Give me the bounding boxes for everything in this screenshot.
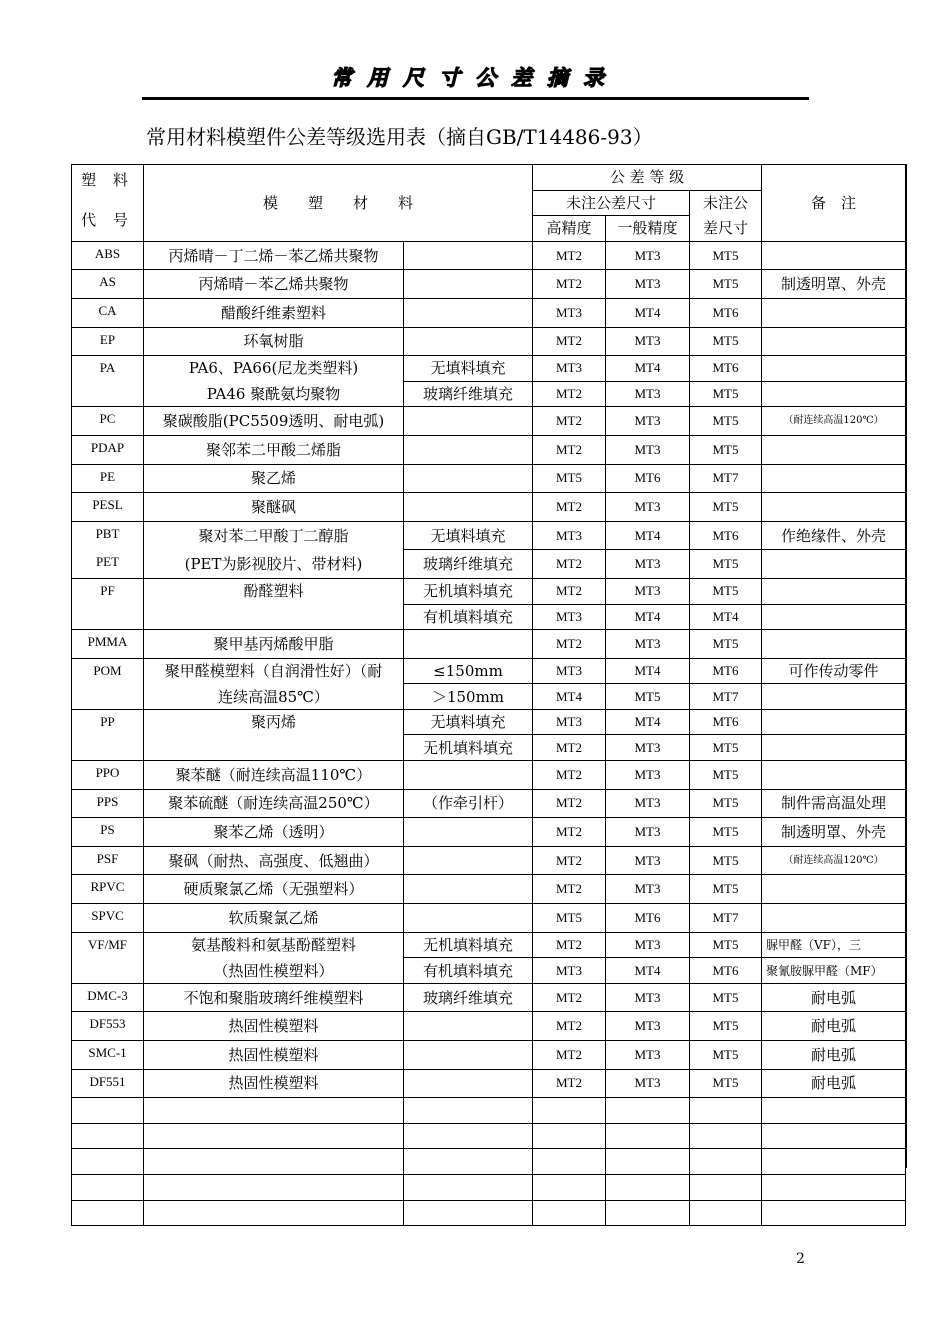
remark — [762, 327, 906, 356]
grade-free: MT5 — [690, 327, 762, 356]
grade-free: MT5 — [690, 818, 762, 847]
remark: 作绝缘件、外壳 — [762, 521, 906, 550]
grade-free: MT7 — [690, 904, 762, 933]
table-row — [72, 464, 906, 493]
table-row — [72, 958, 906, 984]
grade-normal: MT3 — [606, 789, 690, 818]
table-row — [72, 298, 906, 327]
header-tol-group: 未注公差尺寸 — [533, 190, 690, 216]
grade-free: MT5 — [690, 846, 762, 875]
remark: 耐电弧 — [762, 1012, 906, 1041]
filler-type — [404, 846, 533, 875]
filler-type: 有机填料填充 — [404, 958, 533, 984]
table-body — [72, 165, 906, 1226]
grade-high: MT2 — [533, 846, 606, 875]
table-row — [72, 983, 906, 1012]
material-code: ABS — [72, 241, 144, 270]
material-code: PPO — [72, 761, 144, 790]
empty-cell — [762, 1200, 906, 1226]
empty-row — [72, 1200, 906, 1226]
grade-normal: MT6 — [606, 904, 690, 933]
empty-cell — [606, 1098, 690, 1124]
remark — [762, 684, 906, 710]
grade-normal: MT5 — [606, 684, 690, 710]
material-name: 聚苯硫醚（耐连续高温250℃） — [144, 789, 404, 818]
grade-free: MT5 — [690, 789, 762, 818]
grade-free: MT5 — [690, 407, 762, 436]
grade-free: MT7 — [690, 464, 762, 493]
grade-normal: MT4 — [606, 709, 690, 735]
grade-free: MT6 — [690, 298, 762, 327]
grade-normal: MT4 — [606, 604, 690, 630]
empty-cell — [72, 1149, 144, 1175]
grade-free: MT5 — [690, 630, 762, 659]
material-code: SMC-1 — [72, 1041, 144, 1070]
header-high: 高精度 — [533, 216, 606, 242]
grade-high: MT2 — [533, 1069, 606, 1098]
empty-cell — [533, 1200, 606, 1226]
material-name: 热固性模塑料 — [144, 1069, 404, 1098]
grade-normal: MT4 — [606, 298, 690, 327]
material-name: 聚苯醚（耐连续高温110℃） — [144, 761, 404, 790]
grade-normal: MT3 — [606, 1041, 690, 1070]
filler-type — [404, 435, 533, 464]
material-code: AS — [72, 270, 144, 299]
empty-row — [72, 1174, 906, 1200]
grade-free: MT5 — [690, 735, 762, 761]
material-name: 聚乙烯 — [144, 464, 404, 493]
grade-high: MT2 — [533, 761, 606, 790]
grade-high: MT2 — [533, 789, 606, 818]
grade-normal: MT4 — [606, 521, 690, 550]
filler-type: 无机填料填充 — [404, 578, 533, 604]
filler-type — [404, 464, 533, 493]
remark: 耐电弧 — [762, 983, 906, 1012]
grade-normal: MT3 — [606, 932, 690, 958]
grade-high: MT3 — [533, 521, 606, 550]
grade-normal: MT3 — [606, 818, 690, 847]
grade-free: MT5 — [690, 1012, 762, 1041]
grade-normal: MT3 — [606, 270, 690, 299]
material-code: POM — [72, 658, 144, 709]
grade-normal: MT3 — [606, 578, 690, 604]
empty-cell — [690, 1149, 762, 1175]
grade-free: MT6 — [690, 521, 762, 550]
remark: 制件需高温处理 — [762, 789, 906, 818]
empty-cell — [144, 1174, 404, 1200]
remark — [762, 464, 906, 493]
filler-type — [404, 327, 533, 356]
grade-high: MT2 — [533, 550, 606, 579]
table-row — [72, 407, 906, 436]
material-code: DF553 — [72, 1012, 144, 1041]
grade-free: MT5 — [690, 578, 762, 604]
remark — [762, 735, 906, 761]
header-grade-group: 公 差 等 级 — [533, 165, 762, 191]
grade-high: MT3 — [533, 604, 606, 630]
grade-high: MT2 — [533, 241, 606, 270]
remark — [762, 435, 906, 464]
filler-type: 无填料填充 — [404, 521, 533, 550]
remark: （耐连续高温120℃） — [762, 846, 906, 875]
material-name: 聚甲基丙烯酸甲脂 — [144, 630, 404, 659]
material-name: 热固性模塑料 — [144, 1041, 404, 1070]
material-code: PPS — [72, 789, 144, 818]
table-row — [72, 932, 906, 958]
page-number: 2 — [796, 1251, 805, 1267]
material-code: EP — [72, 327, 144, 356]
table-row — [72, 435, 906, 464]
empty-cell — [144, 1200, 404, 1226]
filler-type — [404, 241, 533, 270]
material-name: 聚邻苯二甲酸二烯脂 — [144, 435, 404, 464]
filler-type — [404, 875, 533, 904]
material-name: PA6、PA66(尼龙类塑料) — [144, 356, 404, 382]
header-rule — [142, 97, 809, 100]
table-row — [72, 327, 906, 356]
empty-cell — [404, 1123, 533, 1149]
grade-free: MT6 — [690, 958, 762, 984]
material-code: PA — [72, 356, 144, 407]
table-row — [72, 1041, 906, 1070]
grade-normal: MT3 — [606, 761, 690, 790]
grade-high: MT2 — [533, 381, 606, 407]
grade-high: MT2 — [533, 578, 606, 604]
grade-high: MT3 — [533, 709, 606, 735]
grade-high: MT2 — [533, 818, 606, 847]
grade-high: MT5 — [533, 464, 606, 493]
material-code: PSF — [72, 846, 144, 875]
material-name: 聚醚砜 — [144, 493, 404, 522]
table-header-row — [72, 165, 906, 191]
table-row — [72, 818, 906, 847]
grade-normal: MT4 — [606, 958, 690, 984]
remark — [762, 761, 906, 790]
grade-normal: MT6 — [606, 464, 690, 493]
empty-cell — [690, 1200, 762, 1226]
material-code: PMMA — [72, 630, 144, 659]
filler-type: ≤150mm — [404, 658, 533, 684]
table-row — [72, 493, 906, 522]
table-row — [72, 761, 906, 790]
remark — [762, 381, 906, 407]
empty-cell — [404, 1149, 533, 1175]
remark — [762, 604, 906, 630]
material-name: 酚醛塑料 — [144, 578, 404, 629]
grade-free: MT7 — [690, 684, 762, 710]
filler-type — [404, 1041, 533, 1070]
empty-row — [72, 1149, 906, 1175]
table-row — [72, 875, 906, 904]
material-code: DF551 — [72, 1069, 144, 1098]
grade-high: MT2 — [533, 875, 606, 904]
material-code: PF — [72, 578, 144, 629]
empty-row — [72, 1098, 906, 1124]
grade-high: MT3 — [533, 298, 606, 327]
empty-cell — [404, 1098, 533, 1124]
empty-cell — [762, 1174, 906, 1200]
grade-free: MT5 — [690, 761, 762, 790]
filler-type — [404, 1069, 533, 1098]
material-name: 聚碳酸脂(PC5509透明、耐电弧) — [144, 407, 404, 436]
header-remark: 备 注 — [762, 165, 906, 242]
grade-free: MT5 — [690, 435, 762, 464]
filler-type — [404, 407, 533, 436]
remark: 聚氰胺脲甲醛（MF） — [762, 958, 906, 984]
filler-type — [404, 818, 533, 847]
remark: 可作传动零件 — [762, 658, 906, 684]
filler-type: 无机填料填充 — [404, 735, 533, 761]
empty-cell — [606, 1123, 690, 1149]
grade-normal: MT3 — [606, 381, 690, 407]
empty-cell — [690, 1123, 762, 1149]
grade-free: MT5 — [690, 270, 762, 299]
material-name: 环氧树脂 — [144, 327, 404, 356]
filler-type — [404, 493, 533, 522]
grade-high: MT3 — [533, 356, 606, 382]
material-name: 聚苯乙烯（透明） — [144, 818, 404, 847]
empty-cell — [533, 1123, 606, 1149]
header-free-2: 差尺寸 — [690, 216, 762, 242]
material-code: PS — [72, 818, 144, 847]
material-name: 聚甲醛模塑料（自润滑性好）（耐 — [144, 658, 404, 684]
empty-cell — [144, 1123, 404, 1149]
grade-high: MT2 — [533, 735, 606, 761]
material-code: PE — [72, 464, 144, 493]
grade-high: MT2 — [533, 630, 606, 659]
filler-type: 无机填料填充 — [404, 932, 533, 958]
table-row — [72, 1069, 906, 1098]
grade-high: MT4 — [533, 684, 606, 710]
remark — [762, 298, 906, 327]
material-name: PA46 聚酰氨均聚物 — [144, 381, 404, 407]
filler-type — [404, 1012, 533, 1041]
material-code: PBT — [72, 521, 144, 550]
header-material: 模 塑 材 料 — [144, 165, 533, 242]
material-code: PET — [72, 550, 144, 579]
grade-free: MT5 — [690, 932, 762, 958]
filler-type: 有机填料填充 — [404, 604, 533, 630]
remark: 脲甲醛（VF），三 — [762, 932, 906, 958]
empty-cell — [762, 1123, 906, 1149]
filler-type: 玻璃纤维填充 — [404, 983, 533, 1012]
material-code: PP — [72, 709, 144, 760]
material-code: DMC-3 — [72, 983, 144, 1012]
material-code: SPVC — [72, 904, 144, 933]
grade-high: MT3 — [533, 658, 606, 684]
grade-normal: MT3 — [606, 1069, 690, 1098]
header-code-cell — [72, 165, 144, 242]
table-row — [72, 521, 906, 550]
remark — [762, 630, 906, 659]
grade-normal: MT3 — [606, 327, 690, 356]
material-name: 醋酸纤维素塑料 — [144, 298, 404, 327]
grade-high: MT2 — [533, 435, 606, 464]
table-row — [72, 904, 906, 933]
grade-high: MT2 — [533, 1041, 606, 1070]
material-code: PDAP — [72, 435, 144, 464]
grade-normal: MT3 — [606, 983, 690, 1012]
grade-free: MT4 — [690, 604, 762, 630]
remark — [762, 875, 906, 904]
grade-high: MT2 — [533, 983, 606, 1012]
tolerance-table — [71, 164, 906, 1226]
document-title: 常用材料模塑件公差等级选用表（摘自GB/T14486-93） — [146, 125, 653, 149]
remark: 耐电弧 — [762, 1069, 906, 1098]
table-row — [72, 356, 906, 382]
grade-free: MT5 — [690, 983, 762, 1012]
table-row — [72, 270, 906, 299]
remark — [762, 709, 906, 735]
material-code: PC — [72, 407, 144, 436]
table-row — [72, 846, 906, 875]
empty-cell — [72, 1200, 144, 1226]
empty-cell — [606, 1149, 690, 1175]
table-row — [72, 709, 906, 735]
grade-normal: MT3 — [606, 630, 690, 659]
filler-type — [404, 630, 533, 659]
remark: （耐连续高温120℃） — [762, 407, 906, 436]
filler-type — [404, 904, 533, 933]
table-right-rule — [905, 164, 907, 1168]
grade-normal: MT3 — [606, 407, 690, 436]
filler-type — [404, 761, 533, 790]
remark: 耐电弧 — [762, 1041, 906, 1070]
filler-type: 无填料填充 — [404, 356, 533, 382]
grade-normal: MT4 — [606, 658, 690, 684]
grade-free: MT5 — [690, 241, 762, 270]
header-free-1: 未注公 — [690, 190, 762, 216]
filler-type: ＞150mm — [404, 684, 533, 710]
table-row — [72, 658, 906, 684]
table-row — [72, 578, 906, 604]
grade-normal: MT3 — [606, 493, 690, 522]
grade-free: MT6 — [690, 658, 762, 684]
grade-free: MT5 — [690, 1069, 762, 1098]
remark — [762, 241, 906, 270]
grade-normal: MT3 — [606, 241, 690, 270]
material-code: RPVC — [72, 875, 144, 904]
empty-cell — [533, 1174, 606, 1200]
material-name: (PET为影视胶片、带材料) — [144, 550, 404, 579]
empty-cell — [762, 1098, 906, 1124]
material-code: CA — [72, 298, 144, 327]
material-name: 连续高温85℃） — [144, 684, 404, 710]
grade-high: MT3 — [533, 958, 606, 984]
table-row — [72, 550, 906, 579]
grade-high: MT2 — [533, 493, 606, 522]
grade-high: MT5 — [533, 904, 606, 933]
table-row — [72, 630, 906, 659]
grade-normal: MT3 — [606, 735, 690, 761]
material-name: 软质聚氯乙烯 — [144, 904, 404, 933]
filler-type: 玻璃纤维填充 — [404, 381, 533, 407]
filler-type: 无填料填充 — [404, 709, 533, 735]
material-name: 聚对苯二甲酸丁二醇脂 — [144, 521, 404, 550]
material-name: 聚砜（耐热、高强度、低翘曲） — [144, 846, 404, 875]
material-name: 硬质聚氯乙烯（无强塑料） — [144, 875, 404, 904]
material-code: VF/MF — [72, 932, 144, 983]
header-code-bottom: 代 号 — [81, 211, 134, 229]
material-name: 氨基酸料和氨基酚醛塑料 — [144, 932, 404, 958]
filler-type — [404, 298, 533, 327]
empty-cell — [404, 1174, 533, 1200]
empty-cell — [404, 1200, 533, 1226]
filler-type: （作牵引杆） — [404, 789, 533, 818]
grade-normal: MT3 — [606, 875, 690, 904]
material-name: 聚丙烯 — [144, 709, 404, 760]
grade-high: MT2 — [533, 407, 606, 436]
empty-cell — [72, 1174, 144, 1200]
remark — [762, 904, 906, 933]
table-row — [72, 789, 906, 818]
remark — [762, 356, 906, 382]
material-name: （热固性模塑料） — [144, 958, 404, 984]
empty-cell — [606, 1174, 690, 1200]
header-title: 常用尺寸公差摘录 — [331, 66, 619, 90]
grade-free: MT5 — [690, 381, 762, 407]
empty-cell — [144, 1098, 404, 1124]
remark — [762, 493, 906, 522]
table-row — [72, 381, 906, 407]
grade-high: MT2 — [533, 270, 606, 299]
grade-free: MT5 — [690, 550, 762, 579]
empty-cell — [606, 1200, 690, 1226]
empty-cell — [533, 1098, 606, 1124]
header-normal: 一般精度 — [606, 216, 690, 242]
material-name: 丙烯晴－丁二烯－苯乙烯共聚物 — [144, 241, 404, 270]
remark: 制透明罩、外壳 — [762, 818, 906, 847]
grade-normal: MT3 — [606, 846, 690, 875]
grade-normal: MT3 — [606, 1012, 690, 1041]
remark — [762, 578, 906, 604]
grade-high: MT2 — [533, 327, 606, 356]
header-code-top: 塑 料 — [81, 171, 134, 189]
table-row — [72, 1012, 906, 1041]
empty-cell — [690, 1098, 762, 1124]
material-name: 热固性模塑料 — [144, 1012, 404, 1041]
empty-cell — [762, 1149, 906, 1175]
grade-free: MT5 — [690, 875, 762, 904]
grade-free: MT5 — [690, 493, 762, 522]
grade-free: MT5 — [690, 1041, 762, 1070]
remark: 制透明罩、外壳 — [762, 270, 906, 299]
table-row — [72, 684, 906, 710]
grade-high: MT2 — [533, 1012, 606, 1041]
grade-normal: MT3 — [606, 435, 690, 464]
filler-type — [404, 270, 533, 299]
grade-normal: MT4 — [606, 356, 690, 382]
material-name: 不饱和聚脂玻璃纤维模塑料 — [144, 983, 404, 1012]
empty-cell — [144, 1149, 404, 1175]
filler-type: 玻璃纤维填充 — [404, 550, 533, 579]
remark — [762, 550, 906, 579]
grade-free: MT6 — [690, 709, 762, 735]
table-row — [72, 241, 906, 270]
empty-cell — [533, 1149, 606, 1175]
grade-normal: MT3 — [606, 550, 690, 579]
empty-row — [72, 1123, 906, 1149]
grade-high: MT2 — [533, 932, 606, 958]
material-name: 丙烯晴－苯乙烯共聚物 — [144, 270, 404, 299]
empty-cell — [72, 1098, 144, 1124]
material-code: PESL — [72, 493, 144, 522]
empty-cell — [690, 1174, 762, 1200]
empty-cell — [72, 1123, 144, 1149]
grade-free: MT6 — [690, 356, 762, 382]
